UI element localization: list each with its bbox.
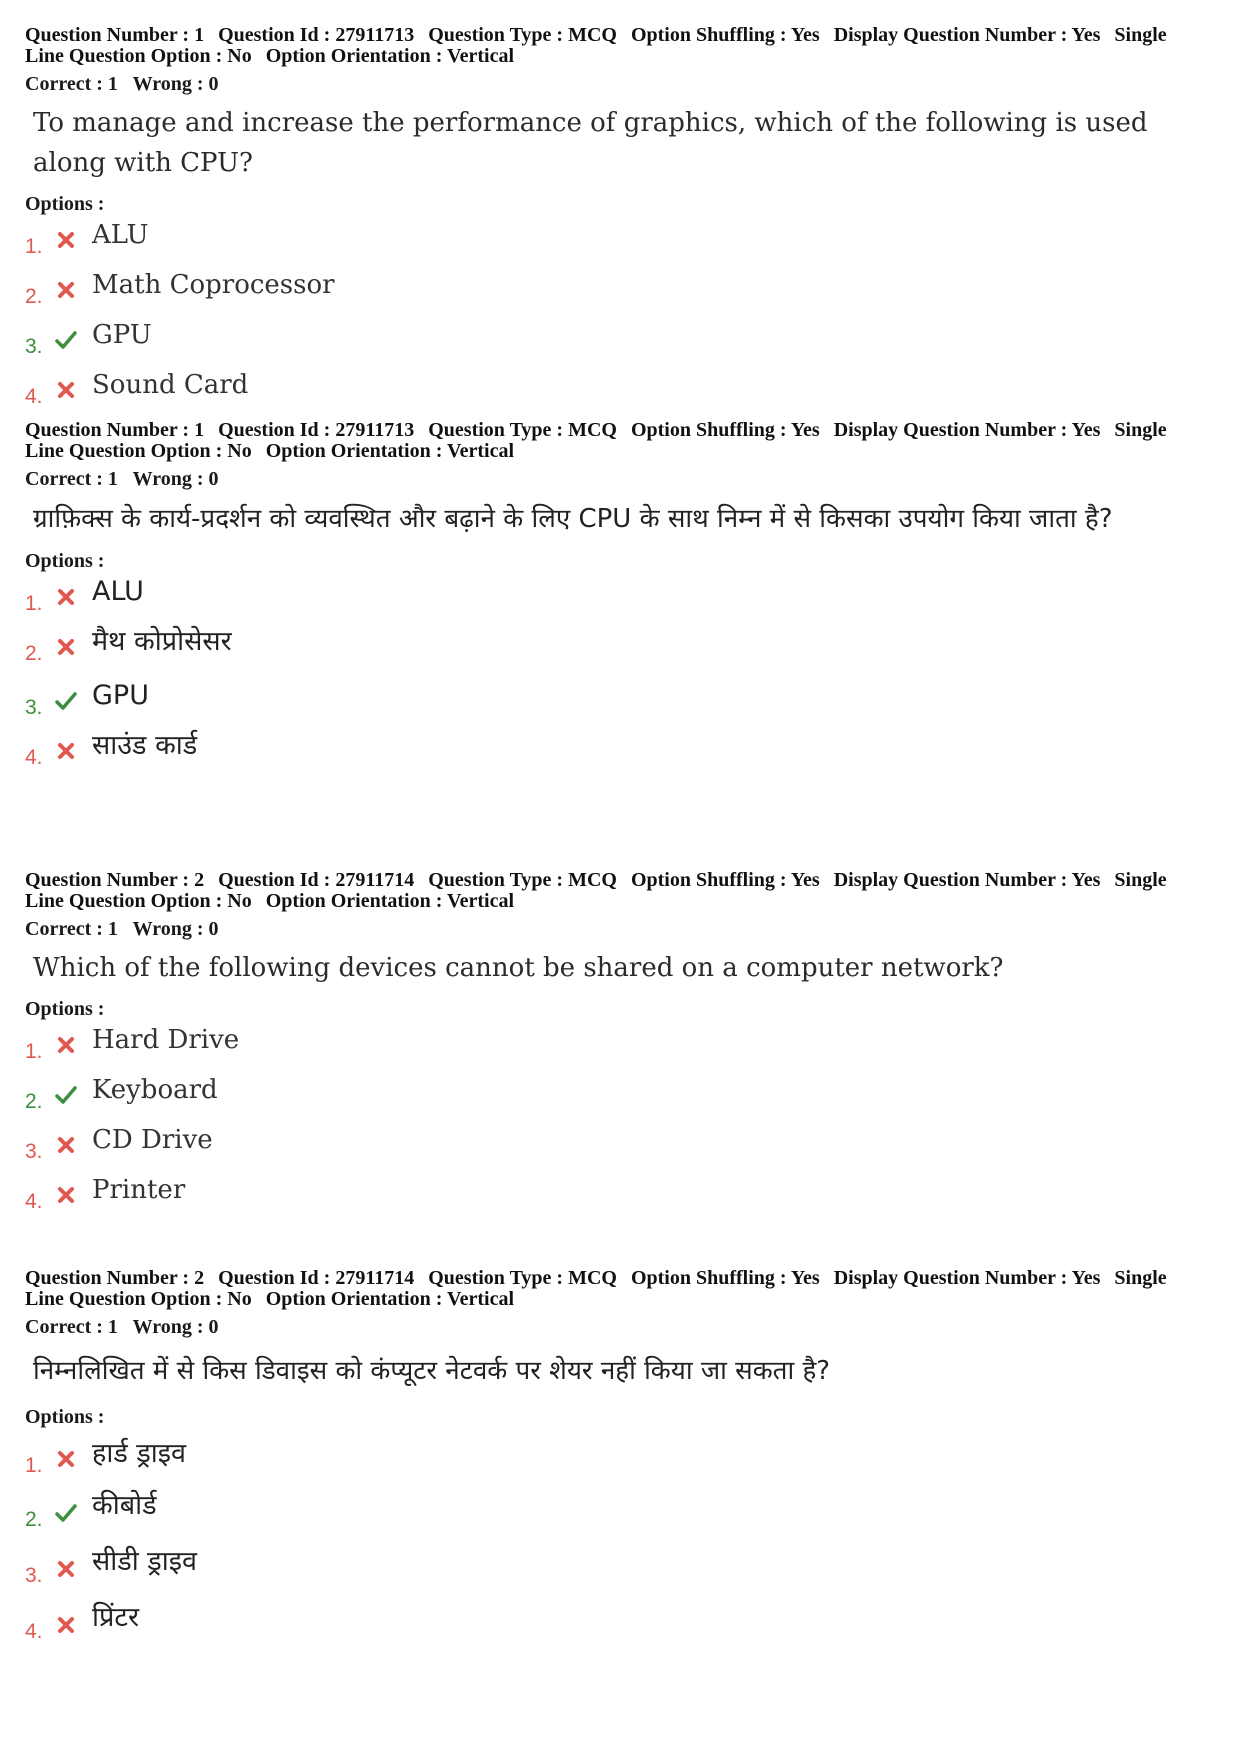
meta-line-question-option: Line Question Option : No bbox=[25, 1288, 252, 1310]
meta-single: Single bbox=[1114, 1267, 1167, 1289]
option-row bbox=[25, 1598, 1220, 1648]
meta-display-number: Display Question Number : Yes bbox=[833, 1267, 1101, 1289]
option-text: ALU bbox=[92, 576, 144, 607]
option-row-correct bbox=[25, 676, 1220, 726]
question-block-1 bbox=[25, 25, 1220, 415]
check-icon bbox=[55, 329, 77, 351]
meta-question-id: Question Id : 27911714 bbox=[218, 1267, 415, 1289]
meta-display-number: Display Question Number : Yes bbox=[833, 24, 1101, 46]
option-number: 3. bbox=[25, 1140, 43, 1163]
wrong-marks: Wrong : 0 bbox=[132, 918, 219, 940]
cross-icon bbox=[55, 636, 77, 658]
score-line bbox=[25, 918, 1220, 940]
meta-line-question-option: Line Question Option : No bbox=[25, 45, 252, 67]
wrong-marks: Wrong : 0 bbox=[132, 1316, 219, 1338]
option-text: GPU bbox=[92, 680, 149, 711]
meta-option-shuffling: Option Shuffling : Yes bbox=[630, 1267, 820, 1289]
option-text: Sound Card bbox=[92, 370, 249, 400]
cross-icon bbox=[55, 1614, 77, 1636]
cross-icon bbox=[55, 1448, 77, 1470]
option-row-correct bbox=[25, 1486, 1220, 1542]
option-number: 1. bbox=[25, 1454, 43, 1477]
option-row bbox=[25, 1542, 1220, 1598]
option-number: 2. bbox=[25, 642, 43, 665]
option-text: हार्ड ड्राइव bbox=[92, 1438, 187, 1469]
meta-question-type: Question Type : MCQ bbox=[428, 869, 617, 891]
option-number: 3. bbox=[25, 1564, 43, 1587]
option-text: CD Drive bbox=[92, 1125, 213, 1155]
option-number: 3. bbox=[25, 696, 43, 719]
correct-marks: Correct : 1 bbox=[25, 468, 118, 490]
cross-icon bbox=[55, 1034, 77, 1056]
correct-marks: Correct : 1 bbox=[25, 1316, 118, 1338]
meta-option-orientation: Option Orientation : Vertical bbox=[265, 890, 515, 912]
option-row bbox=[25, 365, 1220, 415]
cross-icon bbox=[55, 1558, 77, 1580]
meta-question-id: Question Id : 27911713 bbox=[218, 24, 415, 46]
meta-question-number: Question Number : 2 bbox=[25, 869, 205, 891]
option-row bbox=[25, 215, 1220, 265]
meta-question-number: Question Number : 1 bbox=[25, 419, 205, 441]
question-text: To manage and increase the performance of graphics, which of the following is used along with CPU? bbox=[33, 108, 1148, 178]
option-row-correct bbox=[25, 1070, 1220, 1120]
option-text: ALU bbox=[92, 220, 149, 250]
meta-option-orientation: Option Orientation : Vertical bbox=[265, 1288, 515, 1310]
cross-icon bbox=[55, 229, 77, 251]
score-line bbox=[25, 468, 1220, 490]
options-label: Options : bbox=[25, 193, 105, 215]
option-row-correct bbox=[25, 315, 1220, 365]
option-number: 1. bbox=[25, 1040, 43, 1063]
option-row bbox=[25, 1170, 1220, 1220]
meta-option-shuffling: Option Shuffling : Yes bbox=[630, 869, 820, 891]
options-label: Options : bbox=[25, 998, 105, 1020]
check-icon bbox=[55, 690, 77, 712]
option-row bbox=[25, 622, 1220, 676]
cross-icon bbox=[55, 1134, 77, 1156]
check-icon bbox=[55, 1084, 77, 1106]
option-number: 2. bbox=[25, 1090, 43, 1113]
question-block-3 bbox=[25, 870, 1220, 1220]
meta-single: Single bbox=[1114, 24, 1167, 46]
option-text: सीडी ड्राइव bbox=[92, 1546, 197, 1577]
option-row bbox=[25, 572, 1220, 622]
question-meta bbox=[25, 25, 1220, 67]
option-number: 1. bbox=[25, 592, 43, 615]
option-number: 4. bbox=[25, 1190, 43, 1213]
correct-marks: Correct : 1 bbox=[25, 918, 118, 940]
meta-question-id: Question Id : 27911713 bbox=[218, 419, 415, 441]
cross-icon bbox=[55, 379, 77, 401]
meta-single: Single bbox=[1114, 419, 1167, 441]
meta-option-orientation: Option Orientation : Vertical bbox=[265, 440, 515, 462]
option-number: 4. bbox=[25, 746, 43, 769]
option-row bbox=[25, 265, 1220, 315]
question-text: Which of the following devices cannot be shared on a computer network? bbox=[33, 953, 1004, 983]
question-meta bbox=[25, 870, 1220, 912]
option-number: 3. bbox=[25, 335, 43, 358]
check-icon bbox=[55, 1502, 77, 1524]
option-number: 4. bbox=[25, 1620, 43, 1643]
option-number: 1. bbox=[25, 235, 43, 258]
meta-question-number: Question Number : 2 bbox=[25, 1267, 205, 1289]
option-text: कीबोर्ड bbox=[92, 1490, 157, 1521]
options-label: Options : bbox=[25, 550, 105, 572]
option-text: Hard Drive bbox=[92, 1025, 240, 1055]
wrong-marks: Wrong : 0 bbox=[132, 468, 219, 490]
score-line bbox=[25, 1316, 1220, 1338]
question-meta bbox=[25, 420, 1220, 462]
option-row bbox=[25, 1120, 1220, 1170]
option-text: साउंड कार्ड bbox=[92, 730, 198, 761]
question-meta bbox=[25, 1268, 1220, 1310]
option-text: Math Coprocessor bbox=[92, 270, 335, 300]
meta-option-shuffling: Option Shuffling : Yes bbox=[630, 24, 820, 46]
meta-question-number: Question Number : 1 bbox=[25, 24, 205, 46]
option-row bbox=[25, 726, 1220, 776]
cross-icon bbox=[55, 1184, 77, 1206]
question-block-2 bbox=[25, 420, 1220, 776]
meta-question-type: Question Type : MCQ bbox=[428, 419, 617, 441]
option-text: मैथ कोप्रोसेसर bbox=[92, 626, 232, 657]
cross-icon bbox=[55, 279, 77, 301]
meta-option-shuffling: Option Shuffling : Yes bbox=[630, 419, 820, 441]
option-number: 2. bbox=[25, 285, 43, 308]
score-line bbox=[25, 73, 1220, 95]
meta-question-id: Question Id : 27911714 bbox=[218, 869, 415, 891]
options-label: Options : bbox=[25, 1406, 105, 1428]
option-number: 2. bbox=[25, 1508, 43, 1531]
option-number: 4. bbox=[25, 385, 43, 408]
question-text: निम्नलिखित में से किस डिवाइस को कंप्यूटर नेटवर्क पर शेयर नहीं किया जा सकता है? bbox=[33, 1356, 831, 1386]
meta-display-number: Display Question Number : Yes bbox=[833, 419, 1101, 441]
question-block-4 bbox=[25, 1268, 1220, 1648]
meta-display-number: Display Question Number : Yes bbox=[833, 869, 1101, 891]
meta-question-type: Question Type : MCQ bbox=[428, 24, 617, 46]
option-text: Keyboard bbox=[92, 1075, 218, 1105]
option-text: GPU bbox=[92, 320, 152, 350]
question-text: ग्राफ़िक्स के कार्य-प्रदर्शन को व्यवस्थित और बढ़ाने के लिए CPU के साथ निम्न में से किसका उपयोग किया जाता है? bbox=[33, 504, 1113, 534]
meta-line-question-option: Line Question Option : No bbox=[25, 440, 252, 462]
option-row bbox=[25, 1020, 1220, 1070]
meta-option-orientation: Option Orientation : Vertical bbox=[265, 45, 515, 67]
cross-icon bbox=[55, 586, 77, 608]
meta-line-question-option: Line Question Option : No bbox=[25, 890, 252, 912]
option-row bbox=[25, 1428, 1220, 1486]
meta-question-type: Question Type : MCQ bbox=[428, 1267, 617, 1289]
cross-icon bbox=[55, 740, 77, 762]
wrong-marks: Wrong : 0 bbox=[132, 73, 219, 95]
correct-marks: Correct : 1 bbox=[25, 73, 118, 95]
meta-single: Single bbox=[1114, 869, 1167, 891]
option-text: Printer bbox=[92, 1175, 186, 1205]
option-text: प्रिंटर bbox=[92, 1602, 140, 1633]
